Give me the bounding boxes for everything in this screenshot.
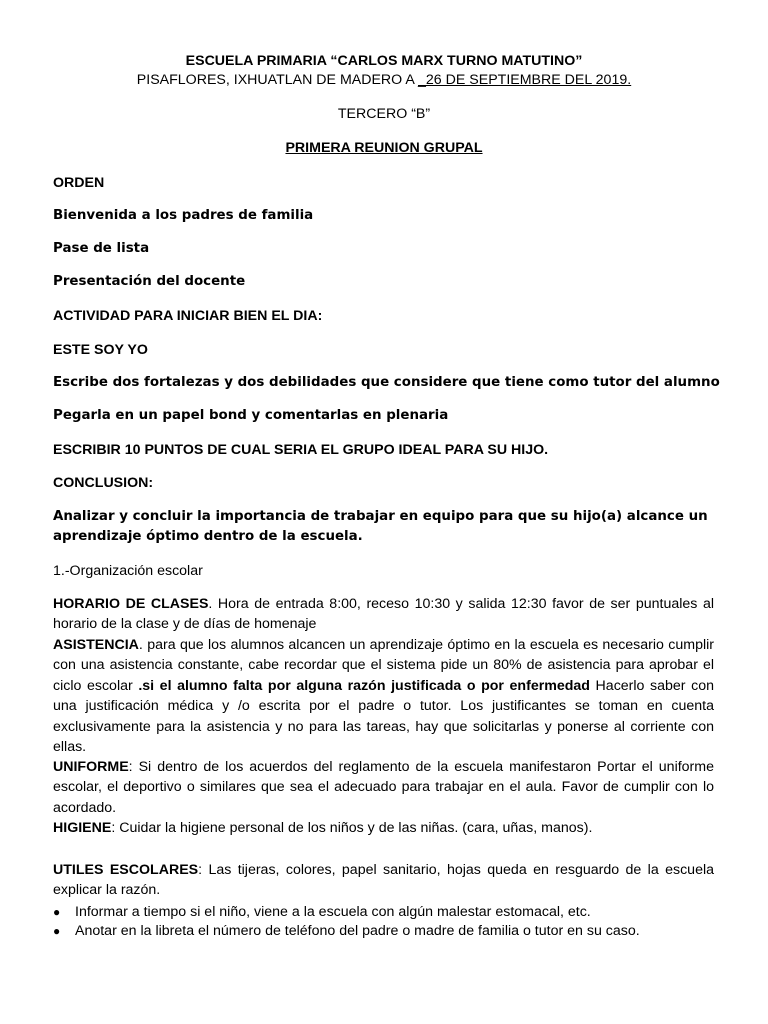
hygiene-paragraph: [53, 818, 714, 838]
uniform-paragraph: [53, 757, 714, 818]
supplies-paragraph: [53, 860, 714, 901]
bullet-icon: ●: [53, 905, 61, 919]
location-text: PISAFLORES, IXHUATLAN DE MADERO A: [136, 72, 418, 88]
attendance-text-2: Hacerlo saber con una justificación médica y /o escrita por el padre o tutor. Los justificantes se toman en cuenta exclusivamente para la asistencia y no para las tareas, hay que solicitarlas y ponerse al corriente con ellas.: [53, 677, 714, 756]
list-item-text: Informar a tiempo si el niño, viene a la escuela con algún malestar estomacal, etc.: [75, 904, 591, 920]
hygiene-text: : Cuidar la higiene personal de los niños y de las niñas. (cara, uñas, manos).: [111, 820, 593, 836]
conclusion-line-2: aprendizaje óptimo dentro de la escuela.: [53, 529, 363, 544]
bullet-icon: ●: [53, 924, 61, 938]
attendance-emphasis: .si el alumno falta por alguna razón justificada o por enfermedad: [138, 677, 590, 694]
attendance-text: . para que los alumnos alcancen un aprendizaje óptimo en la escuela es necesario cumplir con una asistencia constante, cabe recordar que el sistema pide un 80% de asistencia para aprobar el ciclo escolar: [53, 637, 714, 694]
agenda-item-roll-call: Pase de lista: [53, 241, 150, 256]
uniform-label: UNIFORME: [53, 759, 129, 775]
attendance-paragraph: [53, 635, 714, 757]
activity-step-2: Pegarla en un papel bond y comentarlas en plenaria: [53, 408, 449, 423]
meeting-title: PRIMERA REUNION GRUPAL: [285, 140, 483, 156]
conclusion-title: CONCLUSION:: [53, 475, 154, 491]
schedule-text: . Hora de entrada 8:00, receso 10:30 y salida 12:30 favor de ser puntuales al horario de la clase y de días de homenaje: [53, 596, 714, 633]
activity-step-1: Escribe dos fortalezas y dos debilidades que considere que tiene como tutor del alumno: [53, 375, 720, 390]
activity-title: ACTIVIDAD PARA INICIAR BIEN EL DIA:: [53, 308, 323, 324]
supplies-text: : Las tijeras, colores, papel sanitario, hojas queda en resguardo de la escuela explicar la razón.: [53, 862, 714, 899]
hygiene-label: HIGIENE: [53, 820, 112, 836]
school-name: ESCUELA PRIMARIA “CARLOS MARX TURNO MATUTINO”: [185, 53, 583, 69]
agenda-item-teacher-intro: Presentación del docente: [53, 274, 246, 289]
location-date-line: [0, 71, 768, 89]
activity-name: ESTE SOY YO: [53, 342, 148, 358]
schedule-label: HORARIO DE CLASES: [53, 596, 209, 612]
activity-step-3: ESCRIBIR 10 PUNTOS DE CUAL SERIA EL GRUPO IDEAL PARA SU HIJO.: [53, 442, 549, 458]
supplies-label: UTILES ESCOLARES: [53, 862, 199, 878]
group-label: TERCERO “B”: [337, 106, 431, 122]
list-item-text: Anotar en la libreta el número de teléfono del padre o madre de familia o tutor en su caso.: [75, 923, 640, 939]
agenda-heading: ORDEN: [53, 175, 105, 191]
meeting-date: _26 DE SEPTIEMBRE DEL 2019.: [418, 72, 632, 88]
organization-heading: 1.-Organización escolar: [53, 563, 203, 579]
attendance-label: ASISTENCIA: [53, 637, 139, 653]
conclusion-line-1: Analizar y concluir la importancia de trabajar en equipo para que su hijo(a) alcance un: [53, 509, 708, 524]
uniform-text: : Si dentro de los acuerdos del reglamento de la escuela manifestaron Portar el uniforme escolar, el deportivo o similares que sea el adecuado para trabajar en el aula. Favor de cumplir con lo acordado.: [53, 759, 714, 816]
agenda-item-welcome: Bienvenida a los padres de familia: [53, 208, 314, 223]
schedule-paragraph: [53, 594, 714, 635]
